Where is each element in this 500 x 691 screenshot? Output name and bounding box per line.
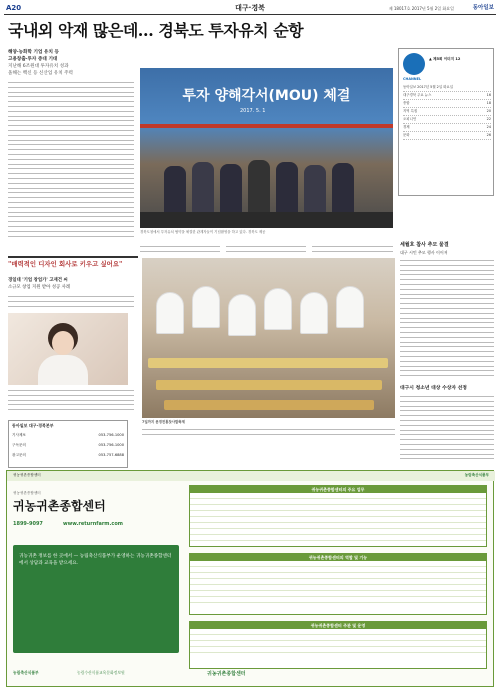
subheadline-4: 올해는 백신 등 신산업 유치 주력 <box>8 71 73 76</box>
subheadline-1: 해양·농화학 기업 유치 등 <box>8 50 59 55</box>
ad-footer-mid: 농림수산식품교육문화정보원 <box>77 670 125 675</box>
index-item[interactable]: 오피니언 22 <box>403 117 491 124</box>
paper-logo: 동아일보 <box>472 5 494 11</box>
page-number: A20 <box>6 4 22 12</box>
interview-title: "매력적인 디자인 회사로 키우고 싶어요" <box>8 260 123 268</box>
right-article-1-body <box>400 258 494 382</box>
table-row <box>190 535 486 541</box>
ad-phone[interactable]: 1899-9097 <box>13 521 43 527</box>
index-item[interactable]: 지역 특집 20 <box>403 109 491 116</box>
table-row <box>190 647 486 653</box>
mou-photo-caption: 경북도청에서 투자유치 협약을 체결한 관계자들이 기념촬영을 하고 있다. 경북도 제공 <box>140 230 266 234</box>
return-farm-ad <box>6 470 494 687</box>
channel-logo-icon <box>403 53 425 75</box>
info-row: 구독문의 053-756-1000 <box>12 443 124 447</box>
ad-url[interactable]: www.returnfarm.com <box>63 521 124 527</box>
subheadline-3: 지난해 6조원대 투자유치 성과 <box>8 64 69 69</box>
chef-figure <box>336 286 364 328</box>
right-article-2-title: 대구시 청소년 대상 수상자 선정 <box>400 386 467 391</box>
article-body-mid <box>312 244 393 256</box>
person-face <box>52 331 74 355</box>
interview-rule <box>8 256 138 258</box>
signing-table <box>140 212 393 228</box>
subheadline-2: 고용창출·투자 증대 기대 <box>8 57 58 62</box>
article-body-left <box>8 80 134 245</box>
interview-body-2 <box>8 388 134 418</box>
ad-top-strip <box>7 471 495 481</box>
contact-info-box <box>8 420 128 468</box>
info-row: 기사제보 053-756-1000 <box>12 433 124 437</box>
table-row <box>190 597 486 603</box>
tea-festival-photo <box>142 258 395 418</box>
index-item[interactable]: 대구경북 주요 뉴스 16 <box>403 93 491 100</box>
ad-table-1-header: 귀농귀촌종합센터의 주요 업무 <box>190 486 486 493</box>
chef-figure <box>228 294 256 336</box>
ad-top-right: 농림축산식품부 <box>464 473 489 477</box>
mou-photo <box>140 68 393 228</box>
channel-line: ▲ 제5회 이미지 12 <box>429 57 461 61</box>
chef-figure <box>264 288 292 330</box>
interview-sub-2: 소규모 창업 지원 받아 성공 사례 <box>8 285 71 290</box>
food-tray <box>164 400 374 410</box>
interview-body <box>8 294 134 310</box>
ad-top-left: 귀농귀촌종합센터 <box>13 473 41 477</box>
ad-table-3 <box>189 621 487 669</box>
ad-table-3-header: 귀농귀촌종합센터 주관 및 운영 <box>190 622 486 629</box>
mou-banner-text: 투자 양해각서(MOU) 체결 <box>182 88 351 104</box>
section-title: 대구·경북 <box>235 4 265 12</box>
article-body-mid <box>226 244 306 256</box>
page-header <box>4 3 496 15</box>
ad-table-2-header: 귀농귀촌종합센터의 역할 및 기능 <box>190 554 486 561</box>
sidebar-index-box <box>398 48 494 196</box>
right-article-1-sub: 대구 시민 추모 행사 이어져 <box>400 250 448 255</box>
index-item[interactable]: 종합 18 <box>403 101 491 108</box>
issue-date: 제 18017호 2017년 5월 2일 화요일 <box>388 6 454 11</box>
ad-green-text: 귀농귀촌 정보를 한 곳에서 — 농림축산식품부가 운영하는 귀농귀촌종합센터에서 상담과 교육을 받으세요. <box>19 554 172 567</box>
ad-table-2 <box>189 553 487 615</box>
chef-figure <box>192 286 220 328</box>
tea-photo-caption: 7일까지 문경전통찻사발축제 <box>142 420 185 424</box>
channel-label: CHANNEL <box>403 77 422 81</box>
ad-footer-logo: 귀농귀촌종합센터 <box>207 671 246 677</box>
ad-green-box <box>13 545 179 653</box>
info-box-title: 동아일보 대구·경북본부 <box>12 423 54 428</box>
index-item[interactable]: 문화 26 <box>403 133 491 140</box>
banner-stripe <box>140 124 393 128</box>
right-article-2-body <box>400 394 494 466</box>
ad-eyebrow: 귀농귀촌종합센터 <box>13 491 41 495</box>
person-body <box>38 355 88 385</box>
right-article-1-title: 세월호 참사 추모 물결 <box>400 242 449 248</box>
index-item[interactable]: 동아일보 2017년 5월 2일 화요일 <box>403 85 491 92</box>
article-body-mid <box>140 244 220 256</box>
ad-table-1 <box>189 485 487 547</box>
food-tray <box>148 358 388 368</box>
ad-footer-left: 농림축산식품부 <box>13 670 39 675</box>
chef-figure <box>300 292 328 334</box>
interview-photo <box>8 313 128 385</box>
food-tray <box>156 380 382 390</box>
index-item[interactable]: 경제 24 <box>403 125 491 132</box>
tea-caption-body <box>142 427 395 437</box>
mou-banner-date: 2017. 5. 1 <box>240 108 266 114</box>
interview-sub-1: 경일대 '기업 창업가' 고재건 씨 <box>8 278 68 283</box>
chef-figure <box>156 292 184 334</box>
main-headline: 국내외 악재 많은데… 경북도 투자유치 순항 <box>8 21 304 40</box>
info-row: 광고문의 053-757-6888 <box>12 453 124 457</box>
ad-title: 귀농귀촌종합센터 <box>13 499 106 513</box>
